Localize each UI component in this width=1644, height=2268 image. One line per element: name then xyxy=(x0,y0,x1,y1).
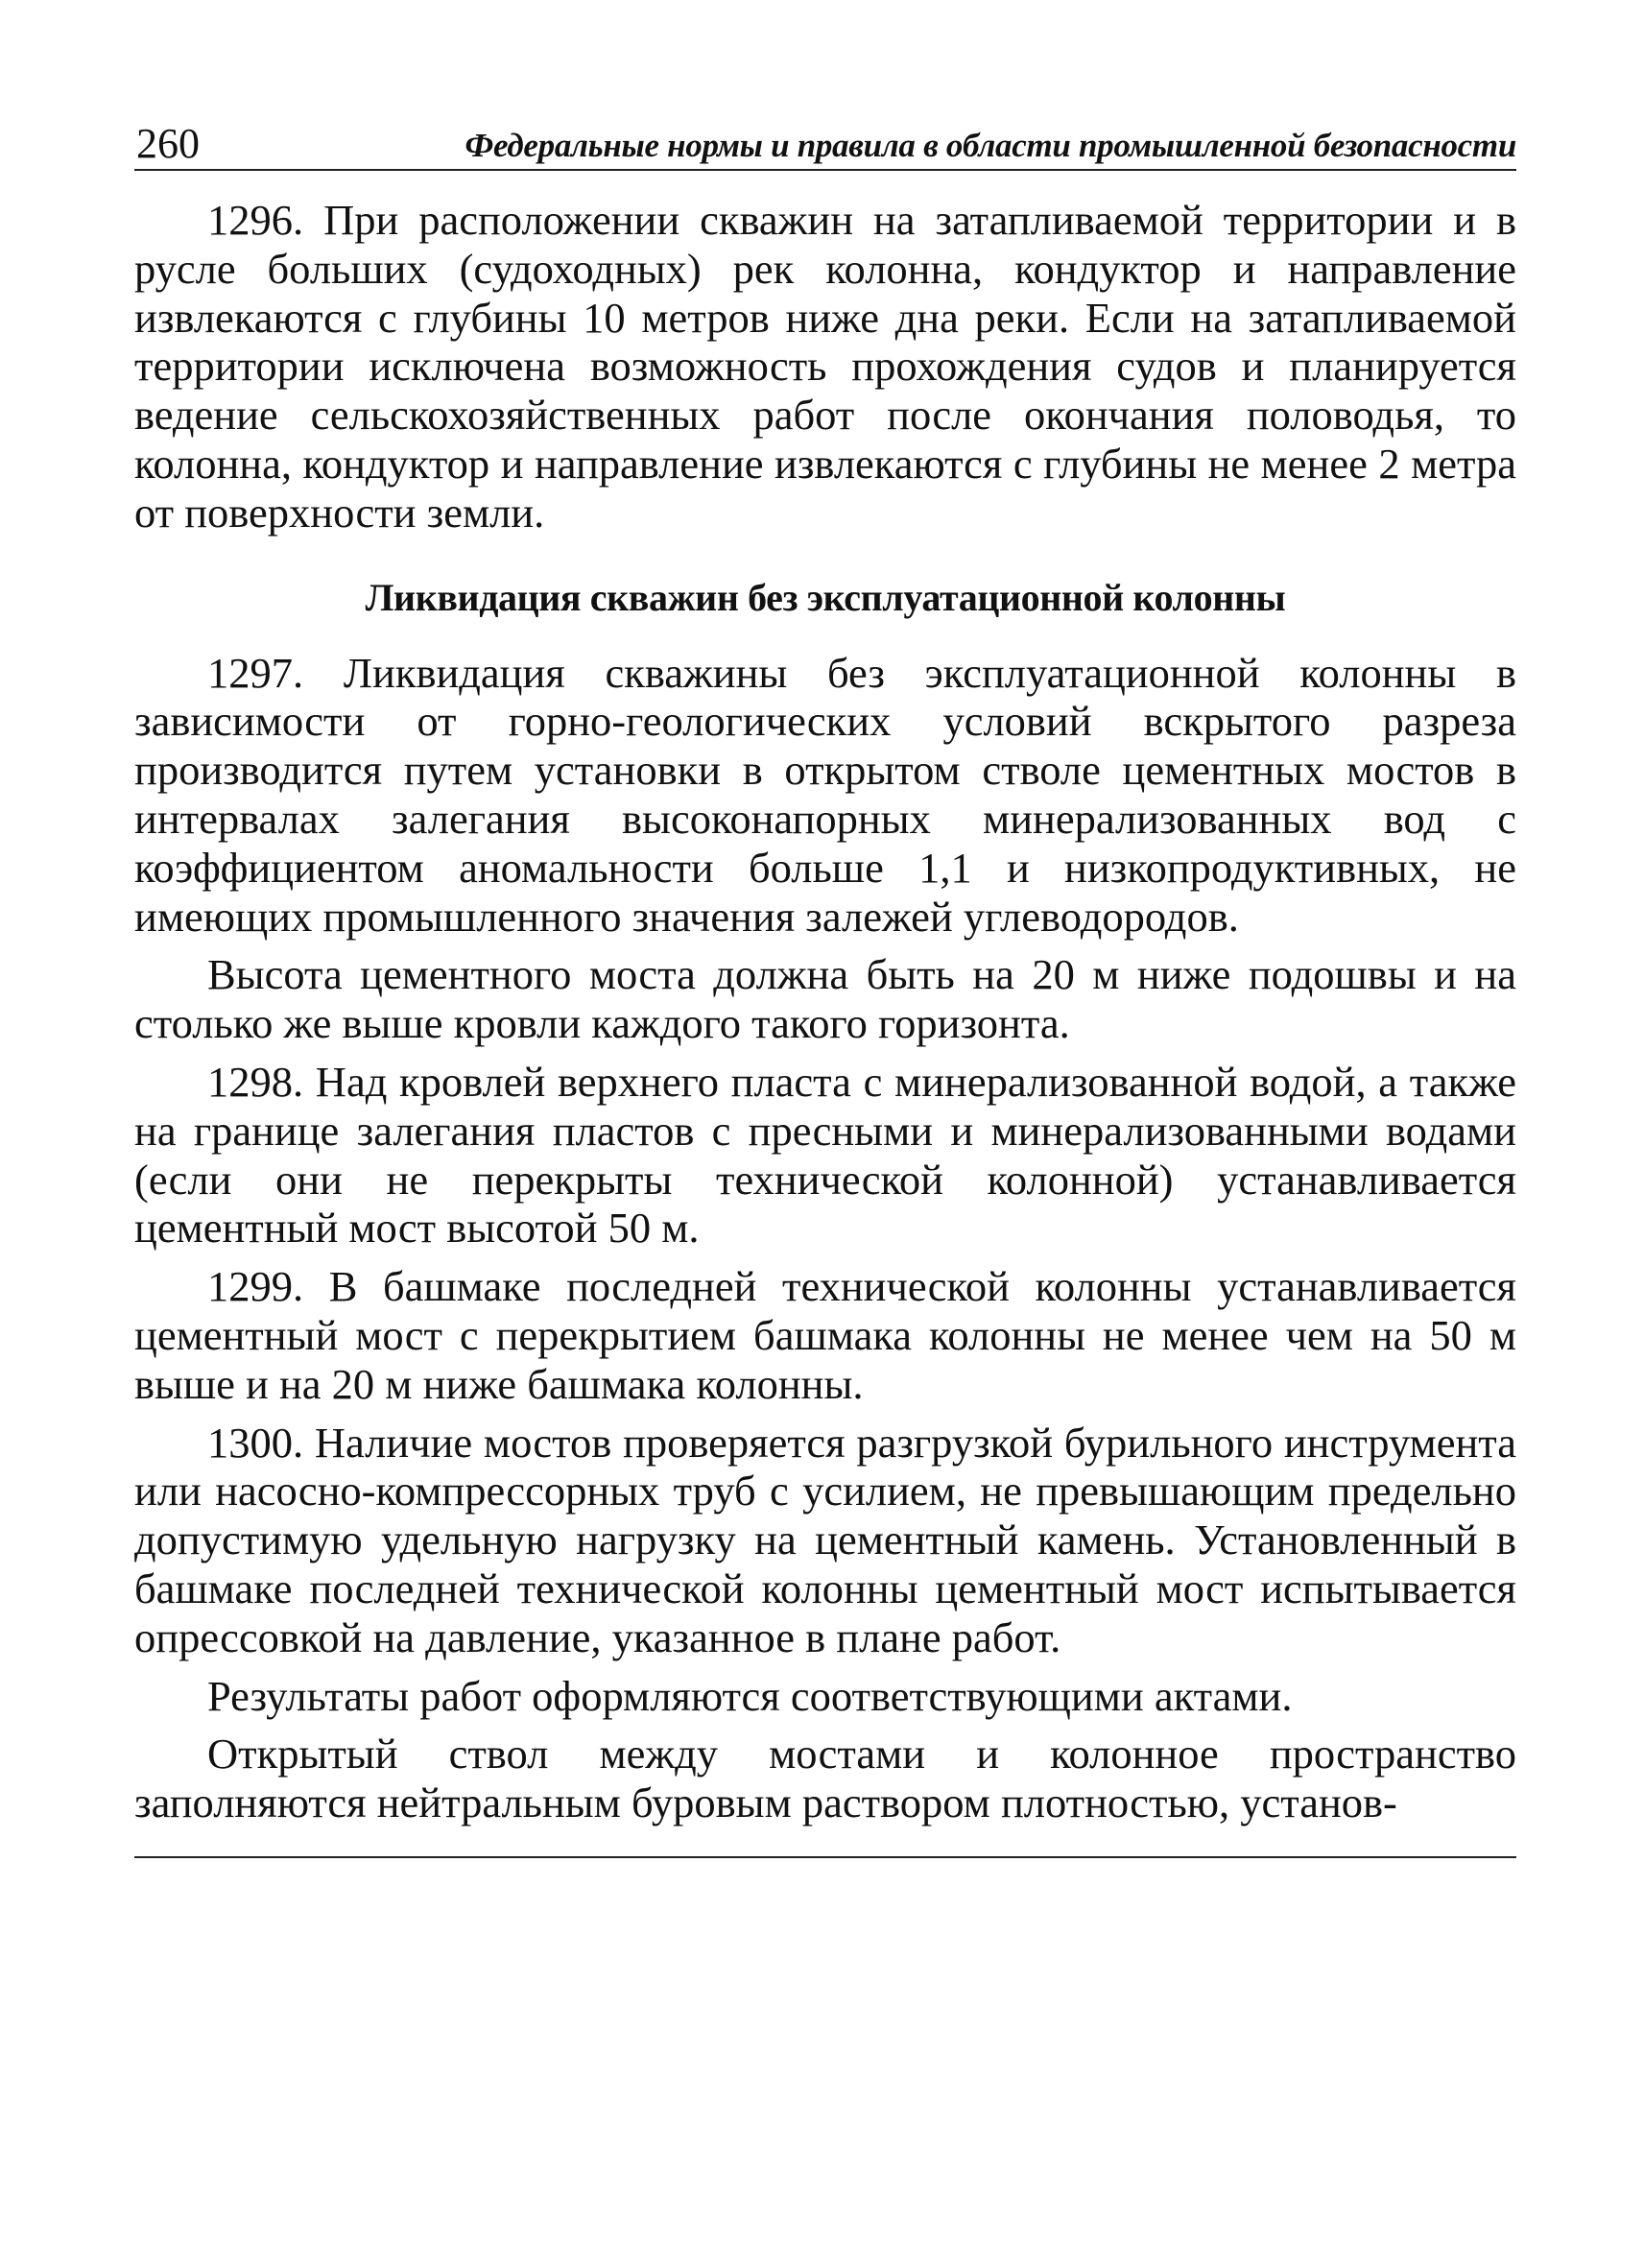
footer-rule xyxy=(134,1856,1516,1858)
paragraph-open-hole: Открытый ствол между мостами и колонное пространство заполняются нейтральным буровым раствором плотностью, установ- xyxy=(134,1730,1516,1827)
section-heading: Ликвидация скважин без эксплуатационной колонны xyxy=(365,575,1286,619)
page-header xyxy=(134,113,1516,171)
paragraph-1298: 1298. Над кровлей верхнего пласта с минерализованной водой, а также на границе залегания пластов с пресными и минерализованными водами (если они не перекрыты технической колонной) устанавливается цементный мост высотой 50 м. xyxy=(134,1057,1516,1253)
paragraph-1297: 1297. Ликвидация скважины без эксплуатационной колонны в зависимости от горно-геологических условий вскрытого разреза производится путем установки в открытом стволе цементных мостов в интервалах залегания высоконапорных минерализованных вод с коэффициентом аномальности больше 1,1 и низкопродуктивных, не имеющих промышленного значения залежей углеводородов. xyxy=(134,648,1516,941)
paragraph-1299: 1299. В башмаке последней технической колонны устанавливается цементный мост с перекрытием башмака колонны не менее чем на 50 м выше и на 20 м ниже башмака колонны. xyxy=(134,1262,1516,1408)
paragraph-1300: 1300. Наличие мостов проверяется разгрузкой бурильного инструмента или насосно-компрессорных труб с усилием, не превышающим предельно допустимую удельную нагрузку на цементный камень. Установленный в башмаке последней технической колонны цементный мост испытывается опрессовкой на давление, указанное в плане работ. xyxy=(134,1418,1516,1661)
page-number: 260 xyxy=(136,120,200,167)
document-page xyxy=(134,113,1516,1858)
paragraph-results: Результаты работ оформляются соответствующими актами. xyxy=(207,1671,1293,1720)
page-content xyxy=(134,196,1516,1858)
paragraph-1296: 1296. При расположении скважин на затапливаемой территории и в русле больших (судоходных) рек колонна, кондуктор и направление извлекаются с глубины 10 метров ниже дна реки. Если на затапливаемой территории исключена возможность прохождения судов и планируется ведение сельскохозяйственных работ после окончания половодья, то колонна, кондуктор и направление извлекаются с глубины не менее 2 метра от поверхности земли. xyxy=(134,196,1516,537)
running-title: Федеральные нормы и правила в области промышленной безопасности xyxy=(465,127,1516,164)
paragraph-cement-bridge-height: Высота цементного моста должна быть на 20 м ниже подошвы и на столько же выше кровли каждого такого горизонта. xyxy=(134,950,1516,1048)
